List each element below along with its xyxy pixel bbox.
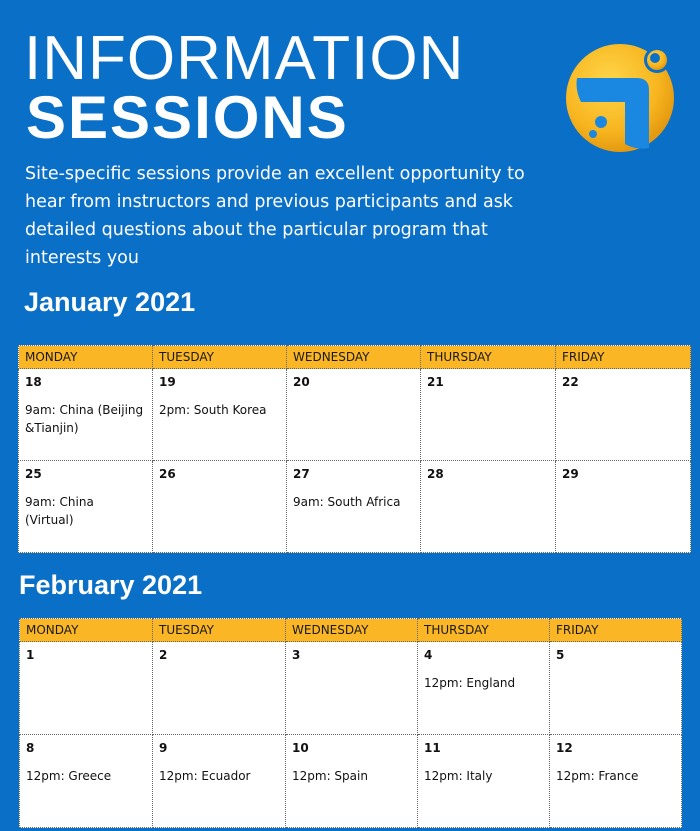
header-wednesday: WEDNESDAY [286,619,418,642]
day-number: 21 [427,375,444,389]
day-cell [550,735,682,828]
day-number: 20 [293,375,310,389]
day-cell [556,369,691,461]
day-cell [286,642,418,735]
day-number: 29 [562,467,579,481]
day-number: 22 [562,375,579,389]
day-cell [19,461,153,553]
day-cell [550,642,682,735]
day-number: 19 [159,375,176,389]
day-number: 5 [556,648,565,662]
day-cell [418,642,550,735]
header-monday: MONDAY [20,619,153,642]
day-cell [153,369,287,461]
event-text: 2pm: South Korea [159,403,267,417]
day-number: 26 [159,467,176,481]
day-number: 3 [292,648,301,662]
day-cell [421,369,556,461]
calendar-header-row [20,619,682,642]
day-number: 25 [25,467,42,481]
day-number: 11 [424,741,441,755]
week-row [20,735,682,828]
day-cell [153,735,286,828]
event-text: 12pm: Spain [292,769,368,783]
day-cell [421,461,556,553]
month-heading-february: February 2021 [19,570,203,600]
day-cell [153,461,287,553]
day-cell [20,642,153,735]
header-tuesday: TUESDAY [153,619,286,642]
event-text: 12pm: France [556,769,639,783]
day-cell [556,461,691,553]
arrow-logo-icon [565,30,680,155]
week-row [19,369,691,461]
page-title-line1: INFORMATION [24,24,465,93]
week-row [20,642,682,735]
month-heading-january: January 2021 [24,287,196,317]
day-cell [20,735,153,828]
day-number: 28 [427,467,444,481]
header-friday: FRIDAY [556,346,691,369]
day-cell [286,735,418,828]
event-text: 12pm: Greece [26,769,112,783]
header-tuesday: TUESDAY [153,346,287,369]
intro-text: Site-specific sessions provide an excellent opportunity to hear from instructors and previous participants and ask detailed questions about the particular program that interests you [25,164,525,268]
day-number: 1 [26,648,35,662]
day-number: 27 [293,467,310,481]
day-number: 4 [424,648,433,662]
day-number: 10 [292,741,309,755]
day-number: 18 [25,375,42,389]
day-number: 2 [159,648,168,662]
calendar-header-row [19,346,691,369]
event-text: 9am: China (Virtual) [25,495,94,527]
event-text: 9am: South Africa [293,495,401,509]
header-thursday: THURSDAY [418,619,550,642]
event-text: 9am: China (Beijing &Tianjin) [25,403,144,435]
header-thursday: THURSDAY [421,346,556,369]
week-row [19,461,691,553]
day-number: 12 [556,741,573,755]
header-wednesday: WEDNESDAY [287,346,421,369]
day-cell [153,642,286,735]
day-cell [287,461,421,553]
event-text: 12pm: Ecuador [159,769,251,783]
calendar-january [18,345,691,553]
day-number: 8 [26,741,35,755]
day-cell [418,735,550,828]
header-friday: FRIDAY [550,619,682,642]
page-title-line2: SESSIONS [26,84,349,151]
event-text: 12pm: Italy [424,769,493,783]
calendar-february [19,618,682,828]
day-cell [19,369,153,461]
day-cell [287,369,421,461]
header-monday: MONDAY [19,346,153,369]
day-number: 9 [159,741,168,755]
event-text: 12pm: England [424,676,516,690]
